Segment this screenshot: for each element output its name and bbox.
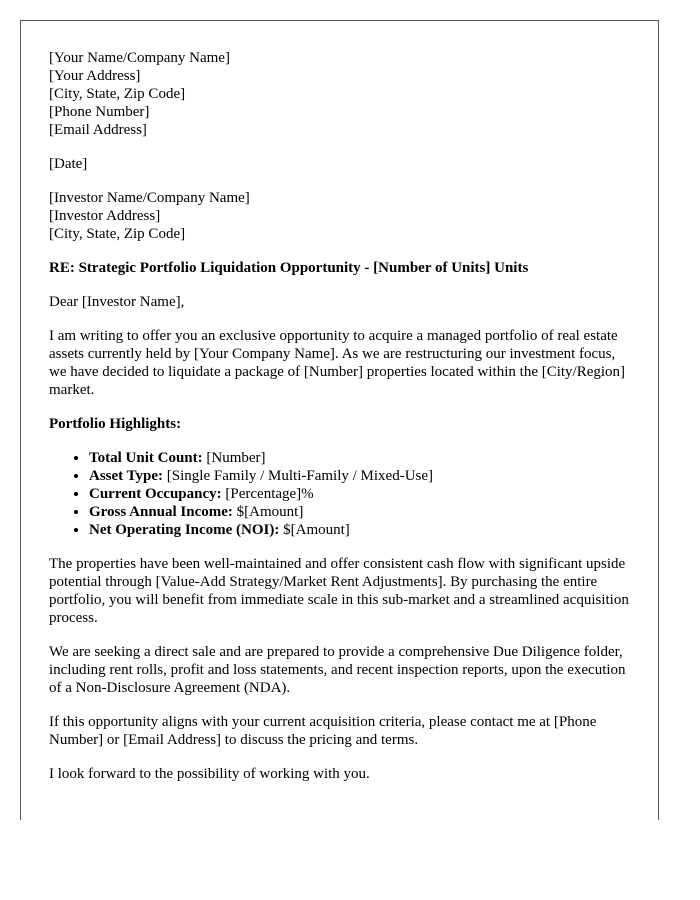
sender-city: [City, State, Zip Code]: [49, 86, 186, 102]
letter-page: [20, 20, 659, 820]
recipient-name: [Investor Name/Company Name]: [49, 190, 250, 206]
highlight-label: Asset Type:: [89, 468, 164, 484]
list-item: [89, 449, 630, 467]
sender-email: [Email Address]: [49, 122, 147, 138]
list-item: [89, 467, 630, 485]
list-item: [89, 503, 630, 521]
date-line: [Date]: [49, 156, 88, 172]
salutation: Dear [Investor Name],: [49, 294, 185, 310]
body-paragraph-1: The properties have been well-maintained and offer consistent cash flow with significant upside potential through [Value-Add Strategy/Market Rent Adjustments]. By purchasing the entire portfolio, you will benefit from immediate scale in this sub-market and a streamlined acquisition process.: [49, 556, 629, 626]
body-paragraph-3: If this opportunity aligns with your current acquisition criteria, please contact me at [Phone Number] or [Email Address] to discuss the pricing and terms.: [49, 714, 597, 748]
list-item: [89, 521, 630, 539]
sender-name: [Your Name/Company Name]: [49, 50, 230, 66]
recipient-city: [City, State, Zip Code]: [49, 226, 186, 242]
highlight-label: Total Unit Count:: [89, 450, 203, 466]
recipient-block: [49, 189, 630, 243]
highlight-value: $[Amount]: [232, 504, 304, 520]
highlights-heading: Portfolio Highlights:: [49, 416, 182, 432]
highlights-list: [49, 449, 630, 539]
list-item: [89, 485, 630, 503]
highlight-value: [Number]: [202, 450, 266, 466]
sender-block: [49, 49, 630, 139]
highlight-label: Net Operating Income (NOI):: [89, 522, 280, 538]
body-paragraph-2: We are seeking a direct sale and are prepared to provide a comprehensive Due Diligence folder, including rent rolls, profit and loss statements, and recent inspection reports, upon the execution of a Non-Disclosure Agreement (NDA).: [49, 644, 626, 696]
sender-phone: [Phone Number]: [49, 104, 150, 120]
recipient-address: [Investor Address]: [49, 208, 161, 224]
sender-address: [Your Address]: [49, 68, 141, 84]
intro-paragraph: I am writing to offer you an exclusive opportunity to acquire a managed portfolio of real estate assets currently held by [Your Company Name]. As we are restructuring our investment focus, we have decided to liquidate a package of [Number] properties located within the [City/Region] market.: [49, 328, 626, 398]
highlight-value: [Single Family / Multi-Family / Mixed-Use]: [163, 468, 434, 484]
subject-line: RE: Strategic Portfolio Liquidation Opportunity - [Number of Units] Units: [49, 260, 529, 276]
closing-paragraph: I look forward to the possibility of working with you.: [49, 766, 370, 782]
highlight-label: Current Occupancy:: [89, 486, 222, 502]
highlight-value: [Percentage]%: [221, 486, 314, 502]
highlight-value: $[Amount]: [279, 522, 350, 538]
highlight-label: Gross Annual Income:: [89, 504, 233, 520]
